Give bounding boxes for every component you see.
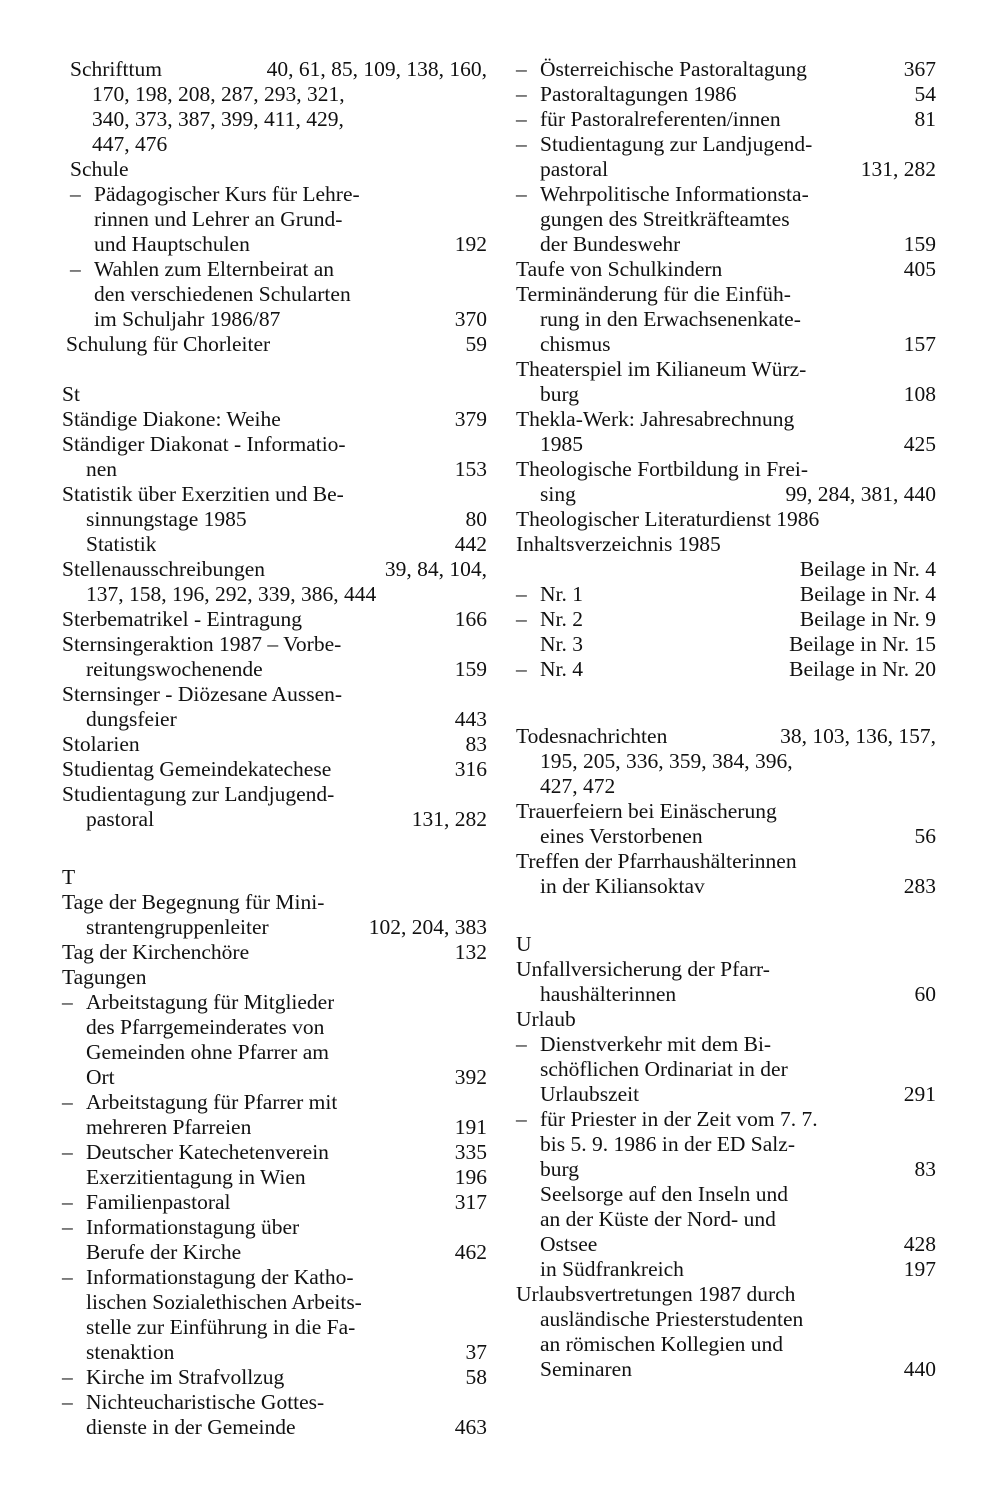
subentry-text: gungen des Streitkräfteamtes — [540, 207, 790, 231]
entry-title: Ständiger Diakonat - Informatio- — [62, 432, 346, 456]
index-entry-schrifttum — [62, 57, 487, 157]
index-column-right — [516, 57, 936, 1382]
index-entry-literaturdienst — [516, 507, 936, 682]
entry-title: Theologischer Literaturdienst 1986 — [516, 507, 820, 531]
page-ref: 132 — [454, 940, 487, 964]
dash-marker: – — [516, 182, 527, 206]
subentry-text: mehreren Pfarreien — [86, 1115, 252, 1139]
dash-marker: – — [62, 1215, 73, 1239]
subentry-text: lischen Sozialethischen Arbeits- — [86, 1290, 362, 1314]
index-entry-tagungen — [62, 965, 487, 1440]
page-ref: 317 — [454, 1190, 487, 1214]
index-entry-sternsinger — [62, 682, 487, 732]
dash-marker: – — [516, 132, 527, 156]
page-ref: 59 — [465, 332, 487, 356]
dash-marker: – — [62, 1265, 73, 1289]
entry-text: reitungswochenende — [86, 657, 263, 681]
page-ref: 196 — [454, 1165, 487, 1189]
issue-label: Nr. 4 — [540, 657, 583, 681]
subentry-text: Pastoraltagungen 1986 — [540, 82, 737, 106]
issue-label: Nr. 1 — [540, 582, 583, 606]
entry-title: Tage der Begegnung für Mini- — [62, 890, 325, 914]
page-ref: 379 — [454, 407, 487, 431]
index-entry-unfallversicherung — [516, 957, 936, 1007]
page-ref: 159 — [454, 657, 487, 681]
beilage-ref: Beilage in Nr. 4 — [799, 557, 936, 581]
dash-marker: – — [516, 57, 527, 81]
subentry-text: Ostsee — [540, 1232, 598, 1256]
dash-marker: – — [516, 82, 527, 106]
page-ref: 463 — [454, 1415, 487, 1439]
section-heading-u: U — [516, 932, 532, 956]
beilage-ref: Beilage in Nr. 20 — [789, 657, 936, 681]
page-refs: 170, 198, 208, 287, 293, 321, — [92, 82, 345, 106]
dash-marker: – — [62, 990, 73, 1014]
index-entry-terminaenderung — [516, 282, 936, 357]
page-ref: 283 — [903, 874, 936, 898]
subentry-text: Informationstagung der Katho- — [86, 1265, 354, 1289]
entry-text: strantengruppenleiter — [86, 915, 269, 939]
entry-title: Statistik über Exerzitien und Be- — [62, 482, 344, 506]
entry-title: Schulung für Chorleiter — [66, 332, 271, 356]
subentry-text: Nichteucharistische Gottes- — [86, 1390, 325, 1414]
subentry-text: Arbeitstagung für Pfarrer mit — [86, 1090, 338, 1114]
index-entry-studientagung — [62, 782, 487, 832]
page-ref: 428 — [903, 1232, 936, 1256]
entry-text: 1985 — [540, 432, 583, 456]
entry-title: Urlaub — [516, 1007, 576, 1031]
beilage-ref: Beilage in Nr. 9 — [799, 607, 936, 631]
page-ref: 370 — [454, 307, 487, 331]
dash-marker: – — [516, 1032, 527, 1056]
entry-title: Unfallversicherung der Pfarr- — [516, 957, 770, 981]
dash-marker: – — [62, 1140, 73, 1164]
page-refs: 38, 103, 136, 157, — [780, 724, 936, 748]
subentry-text: Arbeitstagung für Mitglieder — [86, 990, 335, 1014]
dash-marker: – — [516, 607, 527, 631]
index-entry-urlaub — [516, 1007, 936, 1282]
index-entry-pastoraltagungen — [516, 82, 936, 107]
page-ref: 131, 282 — [860, 157, 936, 181]
page-ref: 83 — [465, 732, 487, 756]
subentry-text: Wehrpolitische Informationsta- — [540, 182, 809, 206]
page-ref: 37 — [465, 1340, 487, 1364]
page-ref: 425 — [903, 432, 936, 456]
page-ref: 56 — [914, 824, 936, 848]
dash-marker: – — [516, 107, 527, 131]
page-refs: 39, 84, 104, — [384, 557, 487, 581]
page-ref: 367 — [903, 57, 936, 81]
index-entry-tage-der-begegnung — [62, 890, 487, 940]
subentry-text: bis 5. 9. 1986 in der ED Salz- — [540, 1132, 795, 1156]
index-entry-studientag — [62, 757, 487, 782]
subentry-text: an der Küste der Nord- und — [540, 1207, 776, 1231]
page-refs: 340, 373, 387, 399, 411, 429, — [92, 107, 344, 131]
entry-title: Stolarien — [62, 732, 140, 756]
index-entry-studientagung-landjugend — [516, 132, 936, 182]
entry-title: Studientagung zur Landjugend- — [62, 782, 335, 806]
subentry-text: Österreichische Pastoraltagung — [540, 57, 807, 81]
page-ref: 443 — [454, 707, 487, 731]
page-refs: 40, 61, 85, 109, 138, 160, — [266, 57, 487, 81]
page-refs: 427, 472 — [540, 774, 616, 798]
issue-label: Nr. 3 — [540, 632, 583, 656]
index-entry-todesnachrichten — [516, 724, 936, 799]
entry-text: Seminaren — [540, 1357, 632, 1381]
page-ref: 316 — [454, 757, 487, 781]
entry-title: Theaterspiel im Kilianeum Würz- — [516, 357, 807, 381]
subentry-text: Pädagogischer Kurs für Lehre- — [94, 182, 360, 206]
page-ref: 166 — [454, 607, 487, 631]
subentry-text: Berufe der Kirche — [86, 1240, 242, 1264]
page-ref: 58 — [465, 1365, 487, 1389]
subentry-text: Seelsorge auf den Inseln und — [540, 1182, 788, 1206]
subentry-text: des Pfarrgemeinderates von — [86, 1015, 325, 1039]
page-ref: 108 — [903, 382, 936, 406]
page-ref: 442 — [454, 532, 487, 556]
subentry-text: Urlaubszeit — [540, 1082, 640, 1106]
entry-text: in der Kiliansoktav — [540, 874, 705, 898]
page-refs: 99, 284, 381, 440 — [785, 482, 936, 506]
subentry-text: und Hauptschulen — [94, 232, 250, 256]
dash-marker: – — [62, 1365, 73, 1389]
page-ref: 440 — [903, 1357, 936, 1381]
subentry-text: Gemeinden ohne Pfarrer am — [86, 1040, 329, 1064]
entry-title: Tag der Kirchenchöre — [62, 940, 250, 964]
entry-title: Schrifttum — [70, 57, 162, 81]
subentry-text: schöflichen Ordinariat in der — [540, 1057, 788, 1081]
entry-text: pastoral — [86, 807, 155, 831]
beilage-ref: Beilage in Nr. 4 — [799, 582, 936, 606]
entry-title: Terminänderung für die Einfüh- — [516, 282, 791, 306]
index-entry-trauerfeiern — [516, 799, 936, 849]
entry-text: Statistik — [86, 532, 157, 556]
page-ref: 462 — [454, 1240, 487, 1264]
subentry-text: für Priester in der Zeit vom 7. 7. — [540, 1107, 818, 1131]
subentry-text: rinnen und Lehrer an Grund- — [94, 207, 343, 231]
subentry-text: Studientagung zur Landjugend- — [540, 132, 813, 156]
subentry-text: burg — [540, 1157, 580, 1181]
entry-title: Urlaubsvertretungen 1987 durch — [516, 1282, 796, 1306]
entry-text: ausländische Priesterstudenten — [540, 1307, 804, 1331]
page-ref: 83 — [914, 1157, 936, 1181]
dash-marker: – — [70, 257, 81, 281]
entry-title: Studientag Gemeindekatechese — [62, 757, 332, 781]
index-entry-stellenausschreibungen — [62, 557, 487, 607]
index-entry-staendige-diakone — [62, 407, 487, 432]
index-entry-sternsingeraktion — [62, 632, 487, 682]
page-ref: 153 — [454, 457, 487, 481]
index-entry-theaterspiel — [516, 357, 936, 407]
issue-label: Nr. 2 — [540, 607, 583, 631]
page-ref: 60 — [914, 982, 936, 1006]
dash-marker: – — [516, 582, 527, 606]
dash-marker: – — [70, 182, 81, 206]
entry-text: eines Verstorbenen — [540, 824, 703, 848]
subentry-text: Wahlen zum Elternbeirat an — [94, 257, 335, 281]
index-entry-thekla-werk — [516, 407, 936, 457]
index-entry-tag-der-kirchenchoere — [62, 940, 487, 965]
beilage-ref: Beilage in Nr. 15 — [789, 632, 936, 656]
entry-title: Taufe von Schulkindern — [516, 257, 723, 281]
entry-title: Schule — [70, 157, 129, 181]
index-entry-staendiger-diakonat — [62, 432, 487, 482]
entry-text: sing — [540, 482, 576, 506]
entry-text: nen — [86, 457, 118, 481]
page-ref: 392 — [454, 1065, 487, 1089]
entry-title: Thekla-Werk: Jahresabrechnung — [516, 407, 795, 431]
dash-marker: – — [62, 1390, 73, 1414]
index-entry-taufe — [516, 257, 936, 282]
page-ref: 405 — [903, 257, 936, 281]
entry-text: an römischen Kollegien und — [540, 1332, 784, 1356]
subentry-text: pastoral — [540, 157, 609, 181]
subentry-text: der Bundeswehr — [540, 232, 681, 256]
index-entry-treffen — [516, 849, 936, 899]
page-refs: 102, 204, 383 — [368, 915, 487, 939]
entry-text: dungsfeier — [86, 707, 177, 731]
entry-text: rung in den Erwachsenenkate- — [540, 307, 801, 331]
subentry-text: Deutscher Katechetenverein — [86, 1140, 329, 1164]
page-ref: 191 — [454, 1115, 487, 1139]
index-entry-schulung — [62, 332, 487, 357]
entry-title: Sternsinger - Diözesane Aussen- — [62, 682, 343, 706]
subentry-text: stenaktion — [86, 1340, 175, 1364]
page-ref: 131, 282 — [411, 807, 487, 831]
entry-text: burg — [540, 382, 580, 406]
subentry-text: im Schuljahr 1986/87 — [94, 307, 281, 331]
dash-marker: – — [516, 657, 527, 681]
entry-text: chismus — [540, 332, 611, 356]
page-ref: 335 — [454, 1140, 487, 1164]
page-ref: 291 — [903, 1082, 936, 1106]
entry-title: Tagungen — [62, 965, 147, 989]
page-refs: 195, 205, 336, 359, 384, 396, — [540, 749, 793, 773]
subentry-text: in Südfrankreich — [540, 1257, 684, 1281]
index-entry-statistik — [62, 482, 487, 557]
subentry-text: stelle zur Einführung in die Fa- — [86, 1315, 356, 1339]
subentry-text: Ort — [86, 1065, 115, 1089]
entry-title: Todesnachrichten — [516, 724, 668, 748]
subentry-text: dienste in der Gemeinde — [86, 1415, 296, 1439]
page-ref: 197 — [903, 1257, 936, 1281]
entry-title: Sterbematrikel - Eintragung — [62, 607, 303, 631]
index-column-left — [62, 57, 487, 1440]
index-entry-oesterreichische-pastoraltagung — [516, 57, 936, 82]
entry-title: Treffen der Pfarrhaushälterinnen — [516, 849, 797, 873]
subentry-text: Exerzitientagung in Wien — [86, 1165, 306, 1189]
subentry-text: Familienpastoral — [86, 1190, 231, 1214]
index-entry-stolarien — [62, 732, 487, 757]
index-entry-theologische-fortbildung — [516, 457, 936, 507]
page-ref: 192 — [454, 232, 487, 256]
index-entry-urlaubsvertretungen — [516, 1282, 936, 1382]
page-refs: 137, 158, 196, 292, 339, 386, 444 — [86, 582, 377, 606]
entry-title: Trauerfeiern bei Einäscherung — [516, 799, 777, 823]
entry-title: Theologische Fortbildung in Frei- — [516, 457, 809, 481]
page-ref: 159 — [903, 232, 936, 256]
subentry-text: Kirche im Strafvollzug — [86, 1365, 285, 1389]
subentry-text: den verschiedenen Schularten — [94, 282, 351, 306]
index-entry-sterbematrikel — [62, 607, 487, 632]
page-refs: 447, 476 — [92, 132, 168, 156]
entry-title: Ständige Diakone: Weihe — [62, 407, 281, 431]
section-heading-t: T — [62, 865, 76, 889]
section-heading-st: St — [62, 382, 80, 406]
dash-marker: – — [516, 1107, 527, 1131]
page-ref: 54 — [914, 82, 936, 106]
page-ref: 157 — [903, 332, 936, 356]
entry-text: Inhaltsverzeichnis 1985 — [516, 532, 721, 556]
entry-text: sinnungstage 1985 — [86, 507, 247, 531]
index-entry-schule — [62, 157, 487, 332]
subentry-text: Informationstagung über — [86, 1215, 300, 1239]
page-ref: 81 — [914, 107, 936, 131]
index-entry-pastoralreferenten — [516, 107, 936, 132]
subentry-text: für Pastoralreferenten/innen — [540, 107, 781, 131]
entry-title: Stellenausschreibungen — [62, 557, 266, 581]
entry-title: Sternsingeraktion 1987 – Vorbe- — [62, 632, 342, 656]
dash-marker: – — [62, 1190, 73, 1214]
index-entry-wehrpolitische — [516, 182, 936, 257]
entry-text: haushälterinnen — [540, 982, 677, 1006]
dash-marker: – — [62, 1090, 73, 1114]
page-ref: 80 — [465, 507, 487, 531]
subentry-text: Dienstverkehr mit dem Bi- — [540, 1032, 772, 1056]
